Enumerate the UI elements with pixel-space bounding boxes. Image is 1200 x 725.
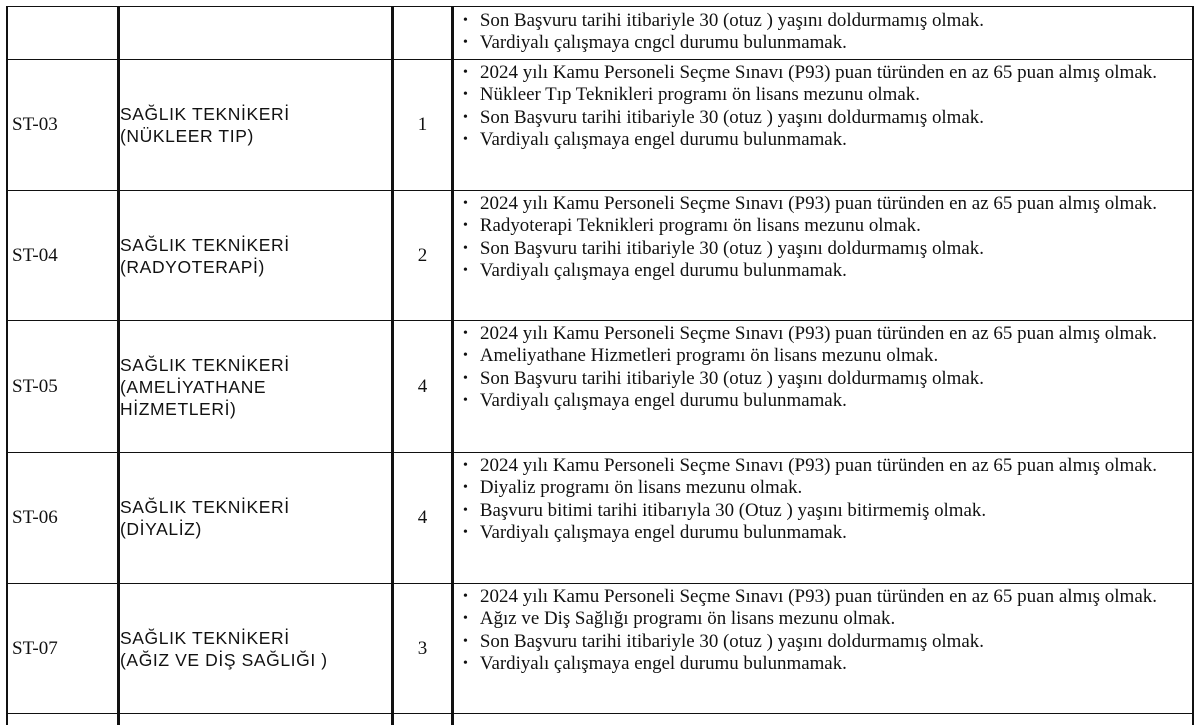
position-code-cell: ST-03 [6, 60, 117, 190]
requirement-item: • 2024 yılı Kamu Personeli Seçme Sınavı (P93) puan türünden en az 65 puan almış olmak. [463, 455, 1158, 476]
position-title-line: SAĞLIK TEKNİKERİ [120, 104, 290, 124]
requirement-item: • Başvuru bitimi tarihi itibarıyla 30 (Otuz ) yaşını bitirmemiş olmak. [462, 499, 987, 521]
requirement-item: • Vardiyalı çalışmaya engel durumu bulunmamak. [462, 259, 847, 281]
position-title-line: HİZMETLERİ) [120, 398, 237, 419]
requirement-item: • Diyaliz programı ön lisans mezunu olmak. [462, 477, 803, 499]
requirement-item: • 2024 yılı Kamu Personeli Seçme Sınavı (P93) puan türünden en az 65 puan almış olmak. [463, 323, 1158, 344]
requirements-cell [451, 7, 1194, 59]
requirement-item: • Vardiyalı çalışmaya engel durumu bulunmamak. [462, 521, 847, 543]
position-title-line: (DİYALİZ) [120, 519, 202, 539]
requirements-cell [451, 714, 1194, 725]
position-count-cell [391, 714, 451, 725]
bullet-icon: • [463, 65, 468, 80]
bullet-icon: • [462, 655, 468, 671]
requirement-item: • Son Başvuru tarihi itibariyle 30 (otuz ) yaşını doldurmamış olmak. [462, 10, 984, 31]
position-title-line: (NÜKLEER TIP) [120, 126, 254, 146]
requirement-item: • 2024 yılı Kamu Personeli Seçme Sınavı (P93) puan türünden en az 65 puan almış olmak. [463, 586, 1158, 607]
bullet-icon: • [462, 611, 468, 627]
bullet-icon: • [462, 13, 468, 28]
bullet-icon: • [463, 196, 468, 211]
requirements-list [460, 62, 1192, 151]
requirement-item: • 2024 yılı Kamu Personeli Seçme Sınavı (P93) puan türünden en az 65 puan almış olmak. [463, 62, 1158, 83]
position-count-cell [391, 7, 451, 59]
requirement-item: • Son Başvuru tarihi itibariyle 30 (otuz ) yaşını doldurmamış olmak. [462, 106, 984, 128]
position-title-cell [117, 7, 391, 59]
bullet-icon: • [462, 633, 468, 649]
table-row [6, 59, 1194, 190]
requirement-item: • Radyoterapi Teknikleri programı ön lisans mezunu olmak. [462, 215, 921, 237]
bullet-icon: • [462, 35, 468, 51]
position-count-cell: 2 [391, 191, 451, 320]
position-title-line: (AMELİYATHANE [120, 376, 267, 397]
position-code-cell: ST-04 [6, 191, 117, 320]
bullet-icon: • [462, 262, 468, 278]
position-code-cell [6, 714, 117, 725]
bullet-icon: • [462, 480, 468, 496]
requirements-list [460, 455, 1192, 544]
requirement-item: • 2024 yılı Kamu Personeli Seçme Sınavı (P93) puan türünden en az 65 puan almış olmak. [463, 193, 1158, 214]
position-count-cell: 4 [391, 453, 451, 583]
requirement-item: • Ameliyathane Hizmetleri programı ön lisans mezunu olmak. [462, 345, 939, 367]
bullet-icon: • [462, 348, 468, 364]
requirements-list [460, 586, 1192, 675]
bullet-icon: • [462, 131, 468, 147]
requirement-item: • Vardiyalı çalışmaya engel durumu bulunmamak. [462, 652, 847, 674]
requirements-cell [451, 453, 1194, 583]
position-code-cell: ST-05 [6, 321, 117, 452]
requirements-cell [451, 191, 1194, 320]
bullet-icon: • [462, 218, 468, 234]
position-code-cell: ST-06 [6, 453, 117, 583]
requirement-item: • Vardiyalı çalışmaya engel durumu bulunmamak. [462, 128, 847, 150]
bullet-icon: • [463, 326, 468, 341]
position-title-cell [117, 584, 391, 713]
requirement-item: • Son Başvuru tarihi itibariyle 30 (otuz ) yaşını doldurmamış olmak. [462, 367, 984, 389]
position-code-cell [6, 7, 117, 59]
table-row [6, 190, 1194, 320]
position-title-line: (RADYOTERAPİ) [120, 256, 265, 277]
requirements-cell [451, 60, 1194, 190]
position-title-cell [117, 321, 391, 452]
table-row [6, 583, 1194, 713]
position-title-line: SAĞLIK TEKNİKERİ [120, 234, 290, 255]
position-title-line: SAĞLIK TEKNİKERİ [120, 627, 290, 648]
position-title-cell [117, 714, 391, 725]
bullet-icon: • [463, 589, 468, 604]
bullet-icon: • [462, 524, 468, 540]
position-title-line: SAĞLIK TEKNİKERİ [120, 354, 290, 375]
table-row [6, 452, 1194, 583]
requirements-list [460, 10, 1192, 55]
requirement-item: • Nükleer Tıp Teknikleri programı ön lisans mezunu olmak. [462, 84, 920, 106]
requirement-item: • Vardiyalı çalışmaya engel durumu bulunmamak. [462, 389, 847, 411]
bullet-icon: • [462, 392, 468, 408]
position-count-cell: 4 [391, 321, 451, 452]
bullet-icon: • [463, 458, 468, 473]
position-count-cell: 3 [391, 584, 451, 713]
bullet-icon: • [462, 109, 468, 125]
position-title-cell [117, 191, 391, 320]
requirement-item: • Son Başvuru tarihi itibariyle 30 (otuz ) yaşını doldurmamış olmak. [462, 237, 984, 259]
bullet-icon: • [462, 87, 468, 103]
position-title-cell [117, 60, 391, 190]
bullet-icon: • [462, 502, 468, 518]
requirements-list [460, 323, 1192, 412]
table-row-partial [6, 713, 1194, 725]
table-row [6, 320, 1194, 452]
position-title-line: (AĞIZ VE DİŞ SAĞLIĞI ) [120, 649, 328, 670]
position-count-cell: 1 [391, 60, 451, 190]
requirement-item: • Son Başvuru tarihi itibariyle 30 (otuz ) yaşını doldurmamış olmak. [462, 630, 984, 652]
requirements-list [460, 193, 1192, 282]
bullet-icon: • [462, 240, 468, 256]
position-code-cell: ST-07 [6, 584, 117, 713]
position-title-cell [117, 453, 391, 583]
table-row [6, 6, 1194, 59]
position-title-line: SAĞLIK TEKNİKERİ [120, 497, 290, 517]
requirement-item: • Vardiyalı çalışmaya cngcl durumu bulunmamak. [462, 32, 847, 54]
requirements-cell [451, 584, 1194, 713]
bullet-icon: • [462, 370, 468, 386]
requirement-item: • Ağız ve Diş Sağlığı programı ön lisans mezunu olmak. [462, 608, 896, 630]
requirements-cell [451, 321, 1194, 452]
